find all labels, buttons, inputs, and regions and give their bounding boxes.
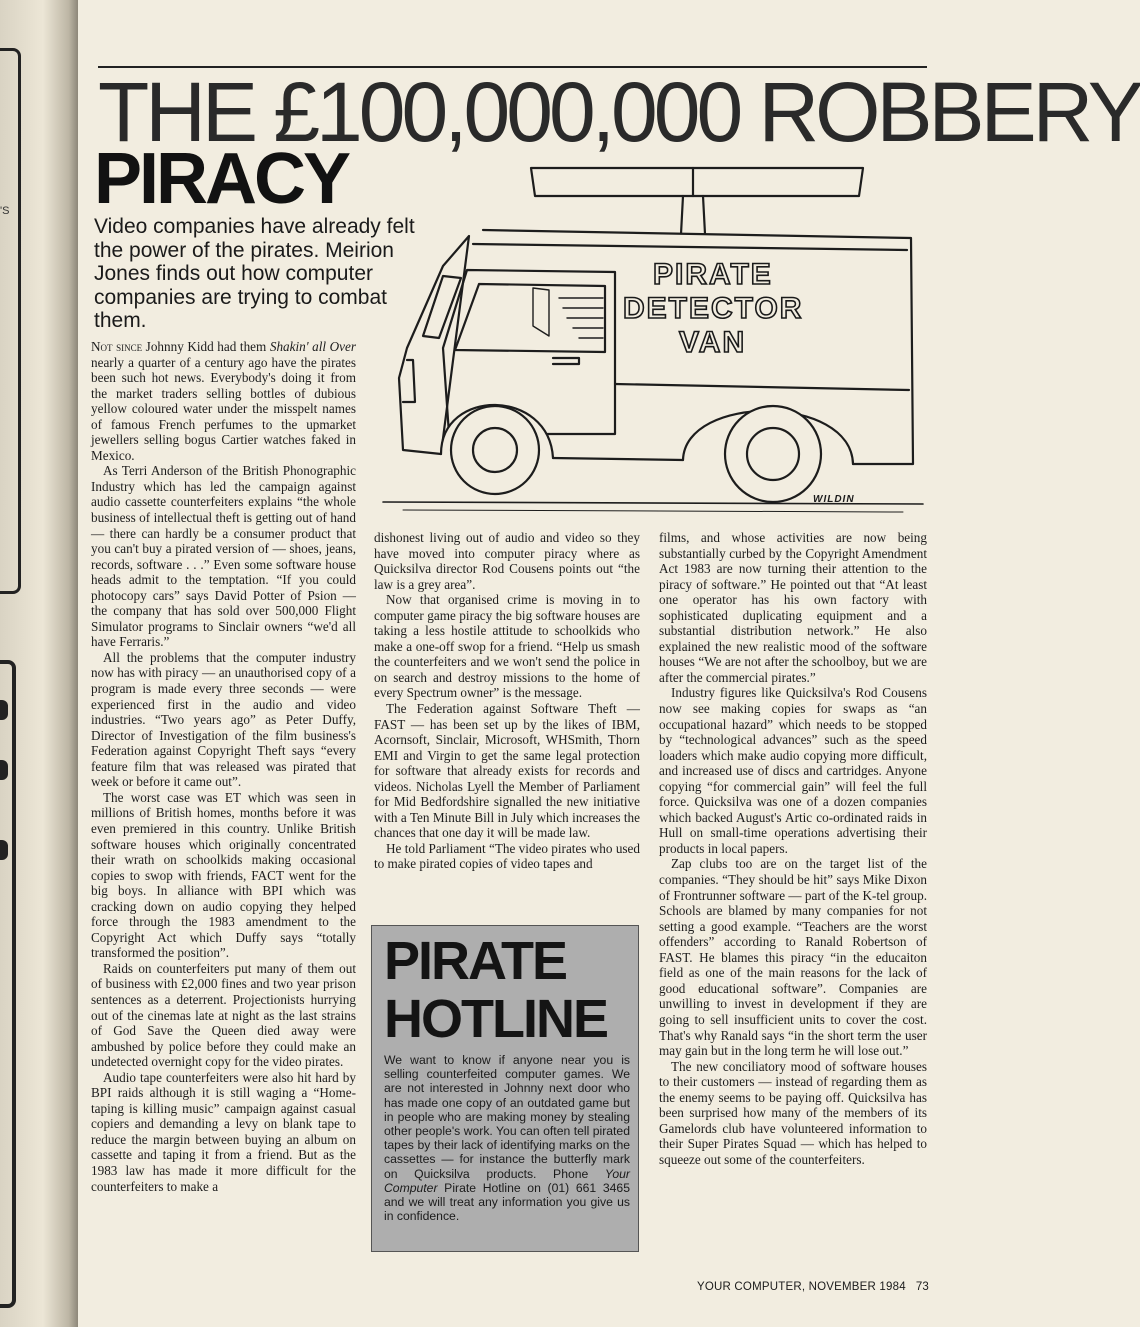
text-run: We want to know if anyone near you is selling counterfeited computer games. We are not interested in Johnny next door who has made one copy of an outdated game but in people who are making money by stealing other people's work. You can often tell pirated tapes by their lack of identifying marks on the cassettes — for instance the butterfly mark on Quicksilva products. Phone — [384, 1053, 630, 1181]
sign-line-1: PIRATE — [653, 258, 773, 291]
paragraph: Now that organised crime is moving in to computer game piracy the big software houses are taking a less hostile attitude to schoolkids who make a one-off swop for a friend. “Help us smash the counterfeiters and we won't send the police in on search and destroy missions to the home of every Spectrum owner” is the message. — [374, 592, 640, 701]
paragraph: Zap clubs too are on the target list of the companies. “They should be hit” says Mike Dixon of Frontrunner software — part of the K-tel group. Schools are blamed by many companies for not setting a good example. “Teachers are the worst offenders” according to Ranald Robertson of FAST. He blames this piracy “in the educaiton field as one of the main reasons for the lack of good educational software”. Companies are unwilling to invest in development if they are going to sell insufficient units to cover the cost. That's why Ranald says “in the short term the user may gain but in the long term he will lose out.” — [659, 856, 927, 1059]
text-run: nearly a quarter of a century ago have the pirates been such hot news. Everybody's doing it from the market traders selling bottles of dubious yellow coloured water under the misspelt names of famous French perfumes to the upmarket jewellers selling bogus Cartier watches faked in Mexico. — [91, 354, 356, 463]
paragraph: dishonest living out of audio and video so they have moved into computer piracy where as Quicksilva director Rod Cousens points out “the law is a grey area”. — [374, 530, 640, 592]
gutter-border-box — [0, 48, 21, 594]
gutter-mark — [0, 840, 8, 860]
page-gutter — [0, 0, 78, 1327]
text-run: Pirate Hotline on (01) 661 3465 and we will treat any information you give us in confidence. — [384, 1180, 630, 1224]
van-illustration — [383, 158, 943, 520]
hotline-title — [384, 932, 634, 1048]
pirate-hotline-box — [371, 925, 639, 1252]
publication-name: YOUR COMPUTER, NOVEMBER 1984 — [697, 1281, 906, 1293]
gutter-border-box — [0, 660, 16, 1308]
article-column-2 — [374, 530, 640, 872]
gutter-fragment: 'S — [0, 205, 10, 217]
paragraph: The worst case was ET which was seen in millions of British homes, months before it was even premiered in this country. Unlike British software houses which originally concentrated their wrath on schoolkids making occasional copies to swop with friends, FACT went for the big boys. In alliance with BPI which was cracking down on audio copying they helped force through the 1983 amendment to the Copyright Act which Duffy says “totally transformed the position”. — [91, 789, 356, 961]
paragraph — [91, 339, 356, 463]
paragraph: Audio tape counterfeiters were also hit hard by BPI raids although it is still waging a “Home-taping is killing music” campaign against casual copiers and demanding a levy on blank tape to reduce the margin between buying an album on cassette and taping it from a friend. But as the 1983 law has made it more difficult for the counterfeiters to make a — [91, 1069, 356, 1194]
magazine-name: Your Computer — [384, 1166, 630, 1195]
hotline-title-line: PIRATE — [384, 931, 567, 991]
paragraph: films, and whose activities are now being substantially curbed by the Copyright Amendment Act 1983 are now turning their attention to the piracy of software.” He pointed out that “At least one operator has his own factory with sophisticated duplicating equipment and a substantial distribution network.” He also explained the new realistic mood of the software houses “We are not after the schoolboy, but we are after the commercial pirates.” — [659, 530, 927, 685]
lead-in: Not since — [91, 339, 143, 354]
paragraph: The new conciliatory mood of software houses to their customers — instead of regarding them as the enemy seems to be paying off. Quicksilva has been surprised how many of the members of its Gamelords club have volunteered information to their Super Pirates Squad — which has helped to squeeze out some of the counterfeiters. — [659, 1058, 927, 1167]
paragraph: Raids on counterfeiters put many of them out of business with £2,000 fines and two year prison sentences as a deterrent. Projectionists hurrying out of the cinemas late at night as the last strains of God Save the Queen died away were ambushed by police before they could make an undetected overnight copy for the video pirates. — [91, 960, 356, 1070]
sign-line-3: VAN — [679, 326, 747, 359]
page-footer — [697, 1281, 929, 1293]
paragraph: He told Parliament “The video pirates who used to make pirated copies of video tapes and — [374, 840, 640, 872]
song-title: Shakin' all Over — [269, 339, 357, 354]
hotline-title-line: HOTLINE — [384, 989, 607, 1049]
article-column-3 — [659, 530, 927, 1167]
hotline-body — [384, 1053, 630, 1223]
artist-signature: WILDIN — [813, 494, 855, 505]
paragraph: Industry figures like Quicksilva's Rod Cousens now see making copies for swaps as “an occupational hazard” which needs to be stopped by “technological advances” such as the speed loaders which make audio copying more difficult, and increased use of discs and cartridges. Anyone copying “for commercial gain” will feel the full force. Quicksilva was one of a dozen companies which backed August's Artic co-ordinated raids in Hull on small-time operations advertising their products in local papers. — [659, 685, 927, 856]
paragraph: All the problems that the computer industry now has with piracy — an unauthorised copy of a program is made every three seconds — were experienced first in the audio and video industries. “Two years ago” as Peter Duffy, Director of Investigation of the film business's Federation against Copyright Theft says “every feature film that was released was pirated that week or before it came out”. — [91, 649, 356, 790]
gutter-mark — [0, 760, 8, 780]
headline: THE £100,000,000 ROBBERY — [98, 65, 1140, 159]
text-run: Johnny Kidd had them — [142, 339, 270, 354]
paragraph: The Federation against Software Theft — FAST — has been set up by the likes of IBM, Acornsoft, Sinclair, Microsoft, WHSmith, Thorn EMI and Virgin to get the same legal protection for software that already exists for records and videos. Nicholas Lyell the Member of Parliament for Mid Bedfordshire signalled the new initiative with a Ten Minute Bill in July which increases the chances that one day it will be made law. — [374, 701, 640, 841]
paragraph: As Terri Anderson of the British Phonographic Industry which has led the campaign against audio cassette counterfeiters explains “the whole business of intellectual theft is getting out of hand — there can hardly be a consumer product that you can't buy a pirated version of — shoes, jeans, records, software . . .” Even some software house heads admit to the temptation. “If you could photocopy cars” says David Potter of Psion — the company that has sold over 500,000 Flight Simulator programs to Sinclair owners “we'd all have Ferraris.” — [91, 463, 356, 650]
section-title: PIRACY — [94, 139, 349, 219]
page-number: 73 — [915, 1281, 930, 1293]
article-column-1 — [91, 339, 356, 1194]
sign-line-2: DETECTOR — [623, 292, 804, 325]
gutter-mark — [0, 700, 8, 720]
standfirst: Video companies have already felt the power of the pirates. Meirion Jones finds out how computer companies are trying to combat them. — [94, 215, 415, 332]
